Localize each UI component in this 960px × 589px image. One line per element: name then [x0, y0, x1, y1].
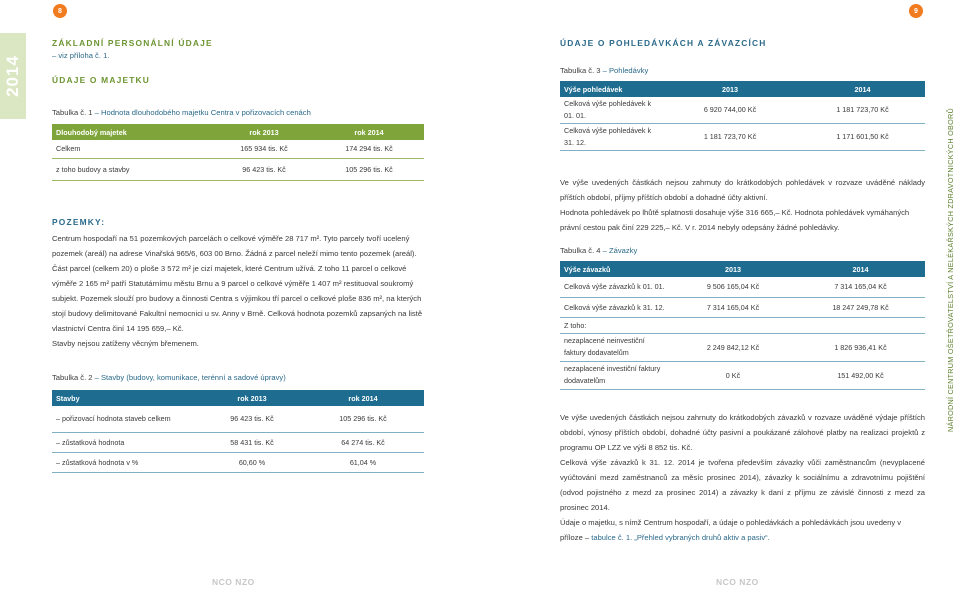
table2-caption-number: Tabulka č. 2: [52, 373, 93, 382]
table1-caption-title: – Hodnota dlouhodobého majetku Centra v pořizovacích cenách: [94, 108, 311, 117]
table-cell: 105 296 tis. Kč: [314, 158, 424, 180]
table2-caption-title: – Stavby (budovy, komunikace, terénní a sadové úpravy): [94, 373, 286, 382]
table-cell: 7 314 165,04 Kč: [670, 297, 796, 317]
table-cell: 2 249 842,12 Kč: [670, 333, 796, 361]
table-row: [560, 297, 925, 317]
table1-block: [52, 108, 424, 181]
table-cell: Z toho:: [560, 317, 670, 333]
table-cell: Celková výše závazků k 01. 01.: [560, 277, 670, 297]
receivables-para-2: Hodnota pohledávek po lhůtě splatnosti dosahuje výše 316 665,– Kč. Hodnota pohledávek vymáhaných právní cestou pak činí 229 225,– Kč. V r. 2014 nebyly odepsány žádné pohledávky.: [560, 208, 910, 232]
page-number-right: 9: [909, 4, 923, 18]
table1-caption-number: Tabulka č. 1: [52, 108, 93, 117]
table-row: [560, 123, 925, 150]
table-cell: 64 274 tis. Kč: [302, 432, 424, 452]
table-cell: – pořizovací hodnota staveb celkem: [52, 406, 202, 432]
table2-header: rok 2014: [302, 390, 424, 406]
footer-logo-left: [212, 577, 255, 587]
table1-caption: [52, 108, 424, 117]
land-text-2: Stavby nejsou zatíženy věcným břemenem.: [52, 339, 199, 348]
table-row: [560, 333, 925, 361]
table-cell: 96 423 tis. Kč: [202, 406, 302, 432]
table-row: [560, 317, 925, 333]
table2-header: rok 2013: [202, 390, 302, 406]
table-row: [560, 277, 925, 297]
table-cell: 1 181 723,70 Kč: [800, 97, 925, 123]
table4-caption-title: – Závazky: [602, 246, 638, 255]
liabilities-text: [560, 410, 925, 545]
receivables-text: [560, 175, 925, 235]
table4-header: 2013: [670, 261, 796, 277]
table3: [560, 81, 925, 151]
table2-header: Stavby: [52, 390, 202, 406]
table-row: [560, 361, 925, 389]
table-row: [52, 406, 424, 432]
table4-block: [560, 246, 925, 390]
table3-block: [560, 66, 925, 151]
table4-header: Výše závazků: [560, 261, 670, 277]
table-row: [52, 140, 424, 158]
table-cell: 165 934 tis. Kč: [214, 140, 314, 158]
table-cell: 18 247 249,78 Kč: [796, 297, 925, 317]
table3-header: 2014: [800, 81, 925, 97]
table-cell: – zůstatková hodnota: [52, 432, 202, 452]
table-cell: [796, 317, 925, 333]
table-row: [52, 158, 424, 180]
table-row: [52, 452, 424, 472]
table1-header: Dlouhodobý majetek: [52, 124, 214, 140]
table4-caption: [560, 246, 925, 255]
table-cell: 6 920 744,00 Kč: [660, 97, 800, 123]
year-label: 2014: [3, 55, 23, 97]
table-cell: 7 314 165,04 Kč: [796, 277, 925, 297]
personal-note: – viz příloha č. 1.: [52, 51, 110, 60]
table2-block: [52, 373, 424, 473]
table3-caption: [560, 66, 925, 75]
land-text: Centrum hospodaří na 51 pozemkových parcelách o celkové výměře 28 717 m². Tyto parcely tvoří ucelený pozemek (areál) na adrese Vinařská 965/6, 603 00 Brno. Žádná z parcel neleží mimo tento pozemek (areál). Část parcel (celkem 20) o ploše 3 572 m² je cizí majetek, které Centrum užívá. Z toho 11 parcel o celkové výměře 2 165 m² patří Statutárnímu městu Brnu a 9 parcel o celkové výměře 1 407 m² restituoval soukromý subjekt. Pozemek slouží pro budovy a činnosti Centra s výjimkou tří parcel o celkové ploše 836 m², na kterých stojí budovy delimitované Fakultní nemocnici u sv. Anny v Brně. Celková hodnota pozemků zapsaných na listě vlastnictví Centra činí 14 195 659,– Kč.: [52, 234, 423, 333]
land-section: [52, 217, 424, 351]
table-cell: 9 506 165,04 Kč: [670, 277, 796, 297]
table-cell: 151 492,00 Kč: [796, 361, 925, 389]
table-cell: Celkem: [52, 140, 214, 158]
table3-header: Výše pohledávek: [560, 81, 660, 97]
table1-header: rok 2014: [314, 124, 424, 140]
table-cell: 96 423 tis. Kč: [214, 158, 314, 180]
receivables-para-1: Ve výše uvedených částkách nejsou zahrnuty do krátkodobých pohledávek v rozvaze uváděné náklady příštích období, příjmy příštích období a dohadné účty aktivní.: [560, 178, 925, 202]
right-heading-block: [560, 38, 925, 48]
table4-caption-number: Tabulka č. 4: [560, 246, 601, 255]
table-cell: – zůstatková hodnota v %: [52, 452, 202, 472]
table-cell: 61,04 %: [302, 452, 424, 472]
attachment-note: Údaje o majetku, s nímž Centrum hospodaří, a údaje o pohledávkách a pohledávkách jsou uvedeny v příloze –: [560, 518, 902, 542]
attachment-link[interactable]: tabulce č. 1. „Přehled vybraných druhů aktiv a pasiv“.: [591, 533, 770, 542]
table-cell: [670, 317, 796, 333]
table-cell: 174 294 tis. Kč: [314, 140, 424, 158]
table2: [52, 390, 424, 473]
personal-heading: ZÁKLADNÍ PERSONÁLNÍ ÚDAJE: [52, 38, 213, 48]
table4: [560, 261, 925, 390]
receivables-heading: ÚDAJE O POHLEDÁVKÁCH A ZÁVAZCÍCH: [560, 38, 767, 48]
table4-header: 2014: [796, 261, 925, 277]
table3-caption-number: Tabulka č. 3: [560, 66, 601, 75]
table-cell: Celková výše pohledávek k 31. 12.: [560, 123, 660, 150]
table-cell: 1 181 723,70 Kč: [660, 123, 800, 150]
table-row: [560, 97, 925, 123]
table-cell: nezaplacené investiční faktury dodavatelům: [560, 361, 670, 389]
footer-logo-text: NCO NZO: [212, 577, 255, 587]
footer-logo-text: NCO NZO: [716, 577, 759, 587]
table2-caption: [52, 373, 424, 382]
table-cell: Celková výše závazků k 31. 12.: [560, 297, 670, 317]
table-row: [52, 432, 424, 452]
table1-header: rok 2013: [214, 124, 314, 140]
table-cell: 60,60 %: [202, 452, 302, 472]
land-heading: POZEMKY:: [52, 217, 106, 227]
table-cell: 0 Kč: [670, 361, 796, 389]
liabilities-para-2: Celková výše závazků k 31. 12. 2014 je tvořena především závazky vůči zaměstnancům (nevyplacené vyúčtování mezd zaměstnanců za měsíc prosinec 2014), závazky k sociálnímu a zdravotnímu pojištění (odvod pojistného z mezd za prosinec 2014) a závazky k daní z příjmu ze závislé činnosti z mezd za prosinec 2014.: [560, 458, 925, 512]
table-cell: 1 171 601,50 Kč: [800, 123, 925, 150]
liabilities-para-3: [560, 515, 925, 545]
table-cell: z toho budovy a stavby: [52, 158, 214, 180]
table-cell: 105 296 tis. Kč: [302, 406, 424, 432]
table3-header: 2013: [660, 81, 800, 97]
footer-logo-right: [716, 577, 759, 587]
table-cell: 1 826 936,41 Kč: [796, 333, 925, 361]
table-cell: 58 431 tis. Kč: [202, 432, 302, 452]
side-vertical-title: NÁRODNÍ CENTRUM OŠETŘOVATELSTVÍ A NELÉKAŘSKÝCH ZDRAVOTNICKÝCH OBORŮ: [946, 107, 955, 432]
table1: [52, 124, 424, 181]
year-tab: [0, 33, 26, 119]
table3-caption-title: – Pohledávky: [602, 66, 649, 75]
page-number-left: 8: [53, 4, 67, 18]
table-cell: Celková výše pohledávek k 01. 01.: [560, 97, 660, 123]
table-cell: nezaplacené neinvestiční faktury dodavatelům: [560, 333, 670, 361]
liabilities-para-1: Ve výše uvedených částkách nejsou zahrnuty do krátkodobých závazků v rozvaze uváděné výdaje příštích období, výnosy příštích období, dohadné účty pasivní a poukázané zálohové platby na realizaci projektů z programu OP LZZ ve výši 8 852 tis. Kč.: [560, 413, 925, 452]
property-heading: ÚDAJE O MAJETKU: [52, 75, 151, 85]
left-column: [52, 38, 424, 85]
